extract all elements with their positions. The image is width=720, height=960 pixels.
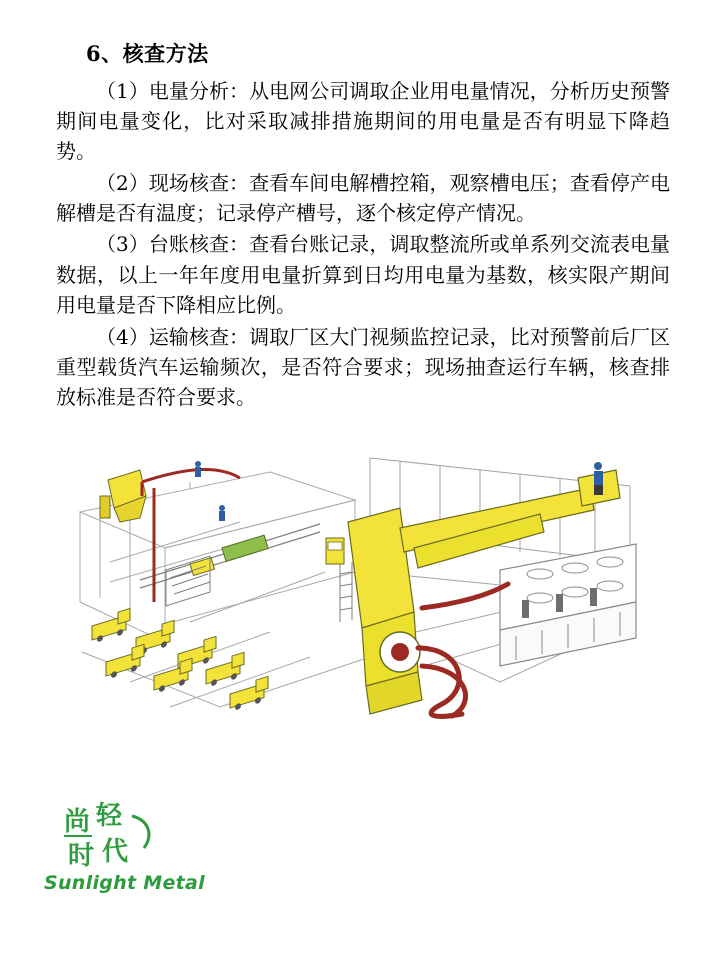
logo-wordmark: Sunlight Metal [44, 872, 205, 894]
logo-mark-icon [62, 800, 180, 874]
section-heading: 6、核查方法 [86, 41, 209, 66]
paragraph-4: （4）运输核查：调取厂区大门视频监控记录，比对预警前后厂区重型载货汽车运输频次，是否符合要求；现场抽查运行车辆，核查排放标准是否符合要求。 [56, 324, 670, 410]
vehicle-fleet [92, 608, 268, 712]
workshop-illustration [70, 452, 650, 762]
paragraph-2: （2）现场核查：查看车间电解槽控箱，观察槽电压；查看停产电解槽是否有温度；记录停产槽号，逐个核定停产情况。 [56, 170, 670, 226]
worker-figure-left-2 [219, 505, 225, 521]
hopper-unit [100, 470, 146, 522]
svg-text:尚: 尚 [64, 807, 91, 837]
worker-figure-crane [594, 462, 603, 495]
red-hoses [418, 584, 508, 716]
document-body [56, 38, 670, 414]
control-box [326, 538, 344, 564]
svg-text:轻: 轻 [96, 801, 123, 831]
paragraph-1: （1）电量分析：从电网公司调取企业用电量情况，分析历史预警期间电量变化，比对采取减排措施期间的用电量是否有明显下降趋势。 [56, 78, 670, 164]
worker-figure-left [195, 461, 201, 477]
svg-text:代: 代 [102, 837, 129, 867]
electrolysis-cell-row [500, 544, 636, 666]
ladder-right [340, 562, 352, 622]
brand-logo [44, 800, 204, 910]
paragraph-3: （3）台账核查：查看台账记录，调取整流所或单系列交流表电量数据，以上一年年度用电量折算到日均用电量为基数，核实限产期间用电量是否下降相应比例。 [56, 232, 670, 318]
red-pipe-left [142, 469, 240, 482]
svg-text:时: 时 [68, 841, 95, 871]
